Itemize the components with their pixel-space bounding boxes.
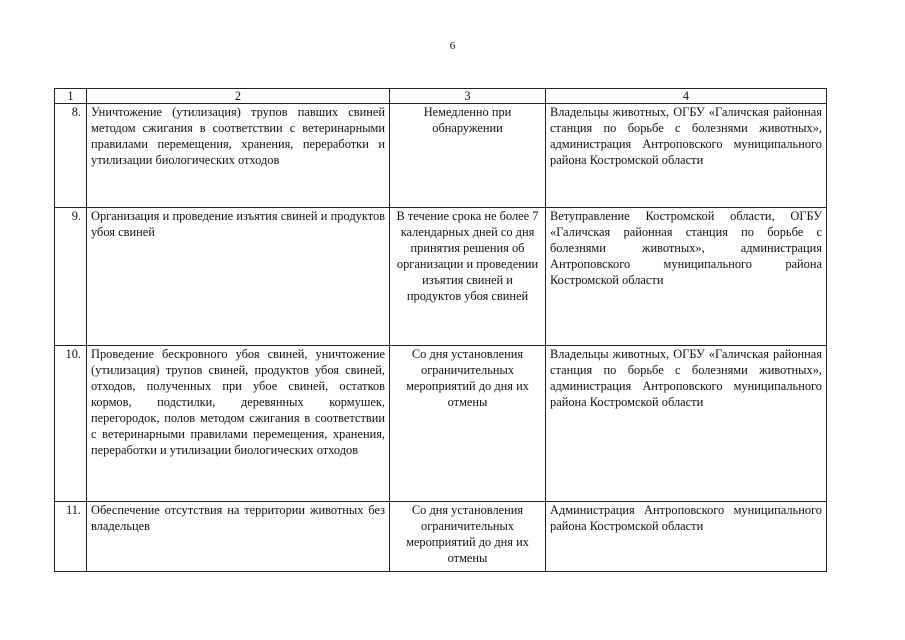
measure-deadline: Со дня установления ограничительных мероприятий до дня их отмены [390,502,546,572]
row-number: 10. [55,346,87,502]
measures-table [54,88,827,572]
page-number: 6 [449,40,456,52]
column-header: 2 [87,89,390,104]
measure-responsible: Ветуправление Костромской области, ОГБУ «Галичская районная станция по борьбе с болезнями животных», администрация Антроповского муниципального района Костромской области [546,208,827,346]
row-number: 9. [55,208,87,346]
table-header-row [55,89,827,104]
table-row [55,346,827,502]
measure-description: Организация и проведение изъятия свиней и продуктов убоя свиней [87,208,390,346]
measure-responsible: Администрация Антроповского муниципального района Костромской области [546,502,827,572]
column-header: 4 [546,89,827,104]
measure-deadline: В течение срока не более 7 календарных дней со дня принятия решения об организации и проведении изъятия свиней и продуктов убоя свиней [390,208,546,346]
measure-responsible: Владельцы животных, ОГБУ «Галичская районная станция по борьбе с болезнями животных», администрация Антроповского муниципального района Костромской области [546,104,827,208]
row-number: 11. [55,502,87,572]
measure-deadline: Немедленно при обнаружении [390,104,546,208]
row-number: 8. [55,104,87,208]
measure-description: Проведение бескровного убоя свиней, уничтожение (утилизация) трупов свиней, продуктов убоя свиней, отходов, полученных при убое свиней, остатков кормов, подстилки, деревянных кормушек, перегородок, полов методом сжигания в соответствии с ветеринарными правилами перемещения, хранения, переработки и утилизации биологических отходов [87,346,390,502]
measure-deadline: Со дня установления ограничительных мероприятий до дня их отмены [390,346,546,502]
column-header: 1 [55,89,87,104]
measure-description: Обеспечение отсутствия на территории животных без владельцев [87,502,390,572]
measure-responsible: Владельцы животных, ОГБУ «Галичская районная станция по борьбе с болезнями животных», администрация Антроповского муниципального района Костромской области [546,346,827,502]
measure-description: Уничтожение (утилизация) трупов павших свиней методом сжигания в соответствии с ветеринарными правилами перемещения, хранения, переработки и утилизации биологических отходов [87,104,390,208]
table-row [55,502,827,572]
table-row [55,208,827,346]
table-row [55,104,827,208]
column-header: 3 [390,89,546,104]
